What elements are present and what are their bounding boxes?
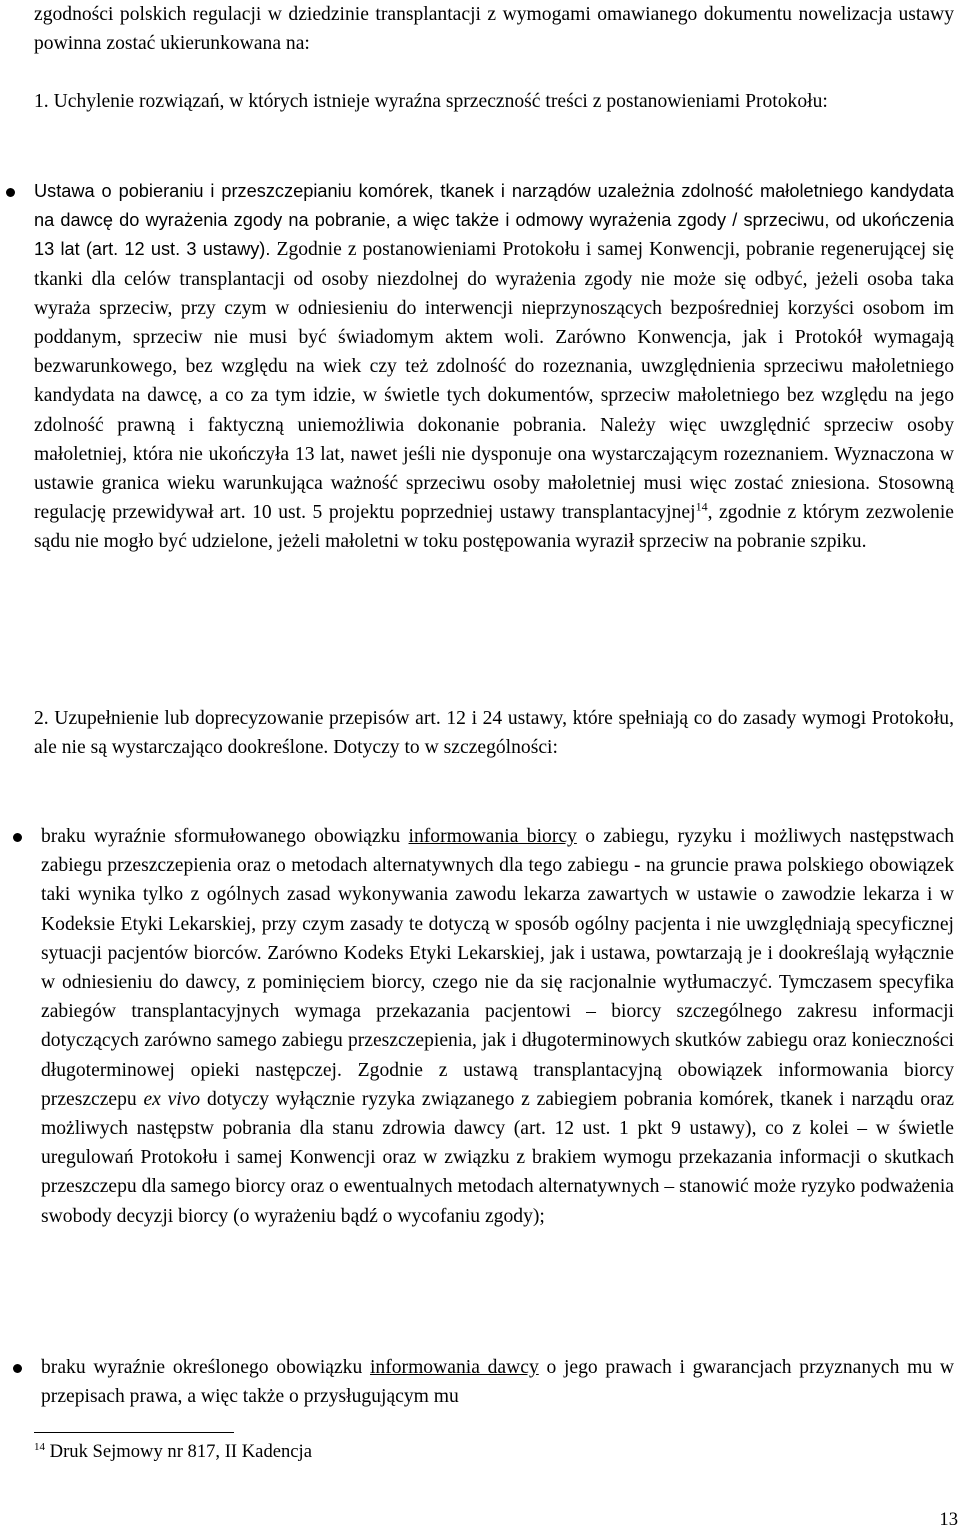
bullet-icon [13,1364,22,1373]
page-number: 13 [939,1509,958,1530]
point-2-bullet-2-text: braku wyraźnie określonego obowiązku informowania dawcy o jego prawach i gwarancjach przyznanych mu w przepisach prawa, a więc także o przysługującym mu [41,1357,955,1408]
informowania-biorcy-underlined: informowania biorcy [408,826,577,847]
point-2-bullet-1-text: braku wyraźnie sformułowanego obowiązku informowania biorcy o zabiegu, ryzyku i możliwych następstwach zabiegu przeszczepienia oraz o metodach alternatywnych dla tego zabiegu - na gruncie prawa polskiego obowiązek taki wynika tylko z ogólnych zasad wykonywania zawodu lekarza zawartych w ustawie o zawodzie lekarza i w Kodeksie Etyki Lekarskiej, przy czym zasady te dotyczą w sposób ogólny pacjenta i nie uwzględniają specyficznej sytuacji pacjentów biorców. Zarówno Kodeks Etyki Lekarskiej, jak i ustawa, powtarzają je i dookreślają wyłącznie w odniesieniu do dawcy, z pominięciem biorcy, czego nie da się racjonalnie wytłumaczyć. Tymczasem specyfika zabiegów transplantacyjnych wymaga przekazania pacjentowi – biorcy szczególnego zakresu informacji dotyczących zarówno samego zabiegu przeszczepienia, jak i długoterminowych skutków zabiegu oraz konieczności długoterminowej opieki następczej. Zgodnie z ustawą transplantacyjną obowiązek informowania biorcy przeszczepu ex vivo dotyczy wyłącznie ryzyka związanego z zabiegiem pobrania komórek, tkanek i narządu oraz możliwych następstw pobrania dla stanu zdrowia dawcy (art. 12 ust. 1 pkt 9 ustawy), co z kolei – w świetle uregulowań Protokołu i samej Konwencji oraz w związku z brakiem wymogu przekazania informacji o skutkach przeszczepu dla samego biorcy oraz o ewentualnych metodach alternatywnych – stanowić może ryzyko podważenia swobody decyzji biorcy (o wyrażeniu bądź o wycofaniu zgody); [41,826,954,1227]
bullet-icon [13,833,22,842]
point-1-bullet [34,177,954,557]
point-1-serif-tail: , zgodnie z którym zezwolenie sądu nie mogło być udzielone, jeżeli małoletni w toku postępowania wyraził sprzeciw na pobranie szpiku. [34,502,954,553]
point-2-bullet-1 [41,822,954,1231]
footnote [34,1440,312,1464]
footnote-number: 14 [34,1440,45,1453]
footnote-separator [34,1432,234,1433]
point-2-heading: 2. Uzupełnienie lub doprecyzowanie przepisów art. 12 i 24 ustawy, które spełniają co do zasady wymogi Protokołu, ale nie są wystarczająco dookreślone. Dotyczy to w szczególności: [34,708,954,759]
point-1-bullet-text [34,177,954,557]
point-1-serif-text: Zgodnie z postanowieniami Protokołu i samej Konwencji, pobranie regenerującej się tkanki dla celów transplantacji od osoby niezdolnej do wyrażenia zgody nie może się odbyć, jeżeli osoba taka wyraża sprzeciw, przy czym w odniesieniu do interwencji nieprzynoszących bezpośredniej korzyści osobom im poddanym, sprzeciw nie musi być świadomym aktem woli. Zarówno Konwencja, jak i Protokół wymagają bezwarunkowego, bez względu na wiek czy też zdolność do rozeznania, uwzględnienia sprzeciwu małoletniego kandydata na dawcę, a co za tym idzie, w świetle tych dokumentów, sprzeciw małoletniego bez względu na jego zdolność prawną i faktyczną uniemożliwia dokonanie pobrania. Należy więc uwzględnić sprzeciw osoby małoletniej, która nie ukończyła 13 lat, nawet jeśli nie dysponuje ona wystarczającym rozeznaniem. Wyznaczona w ustawie granica wieku warunkująca ważność sprzeciwu osoby małoletniej musi więc zostać zniesiona. Stosowną regulację przewidywał art. 10 ust. 5 projektu poprzedniej ustawy transplantacyjnej [34,239,954,524]
point-2-bullet-2 [41,1353,954,1411]
ex-vivo-italic: ex vivo [143,1088,201,1110]
bullet-icon [6,188,15,197]
point-1-sans-text: Ustawa o pobieraniu i przeszczepianiu komórek, tkanek i narządów uzależnia zdolność małoletniego kandydata na dawcę do wyrażenia zgody na pobranie, a więc także i odmowy wyrażenia zgody / sprzeciwu, od ukończenia 13 lat (art. 12 ust. 3 ustawy). [34,181,954,260]
footnote-ref: 14 [695,499,708,514]
footnote-text: Druk Sejmowy nr 817, II Kadencja [45,1441,312,1462]
point-1-heading: 1. Uchylenie rozwiązań, w których istnieje wyraźna sprzeczność treści z postanowieniami Protokołu: [34,91,828,112]
intro-paragraph: zgodności polskich regulacji w dziedzinie transplantacji z wymogami omawianego dokumentu nowelizacja ustawy powinna zostać ukierunkowana na: [34,4,954,55]
informowania-dawcy-underlined: informowania dawcy [369,1357,539,1378]
